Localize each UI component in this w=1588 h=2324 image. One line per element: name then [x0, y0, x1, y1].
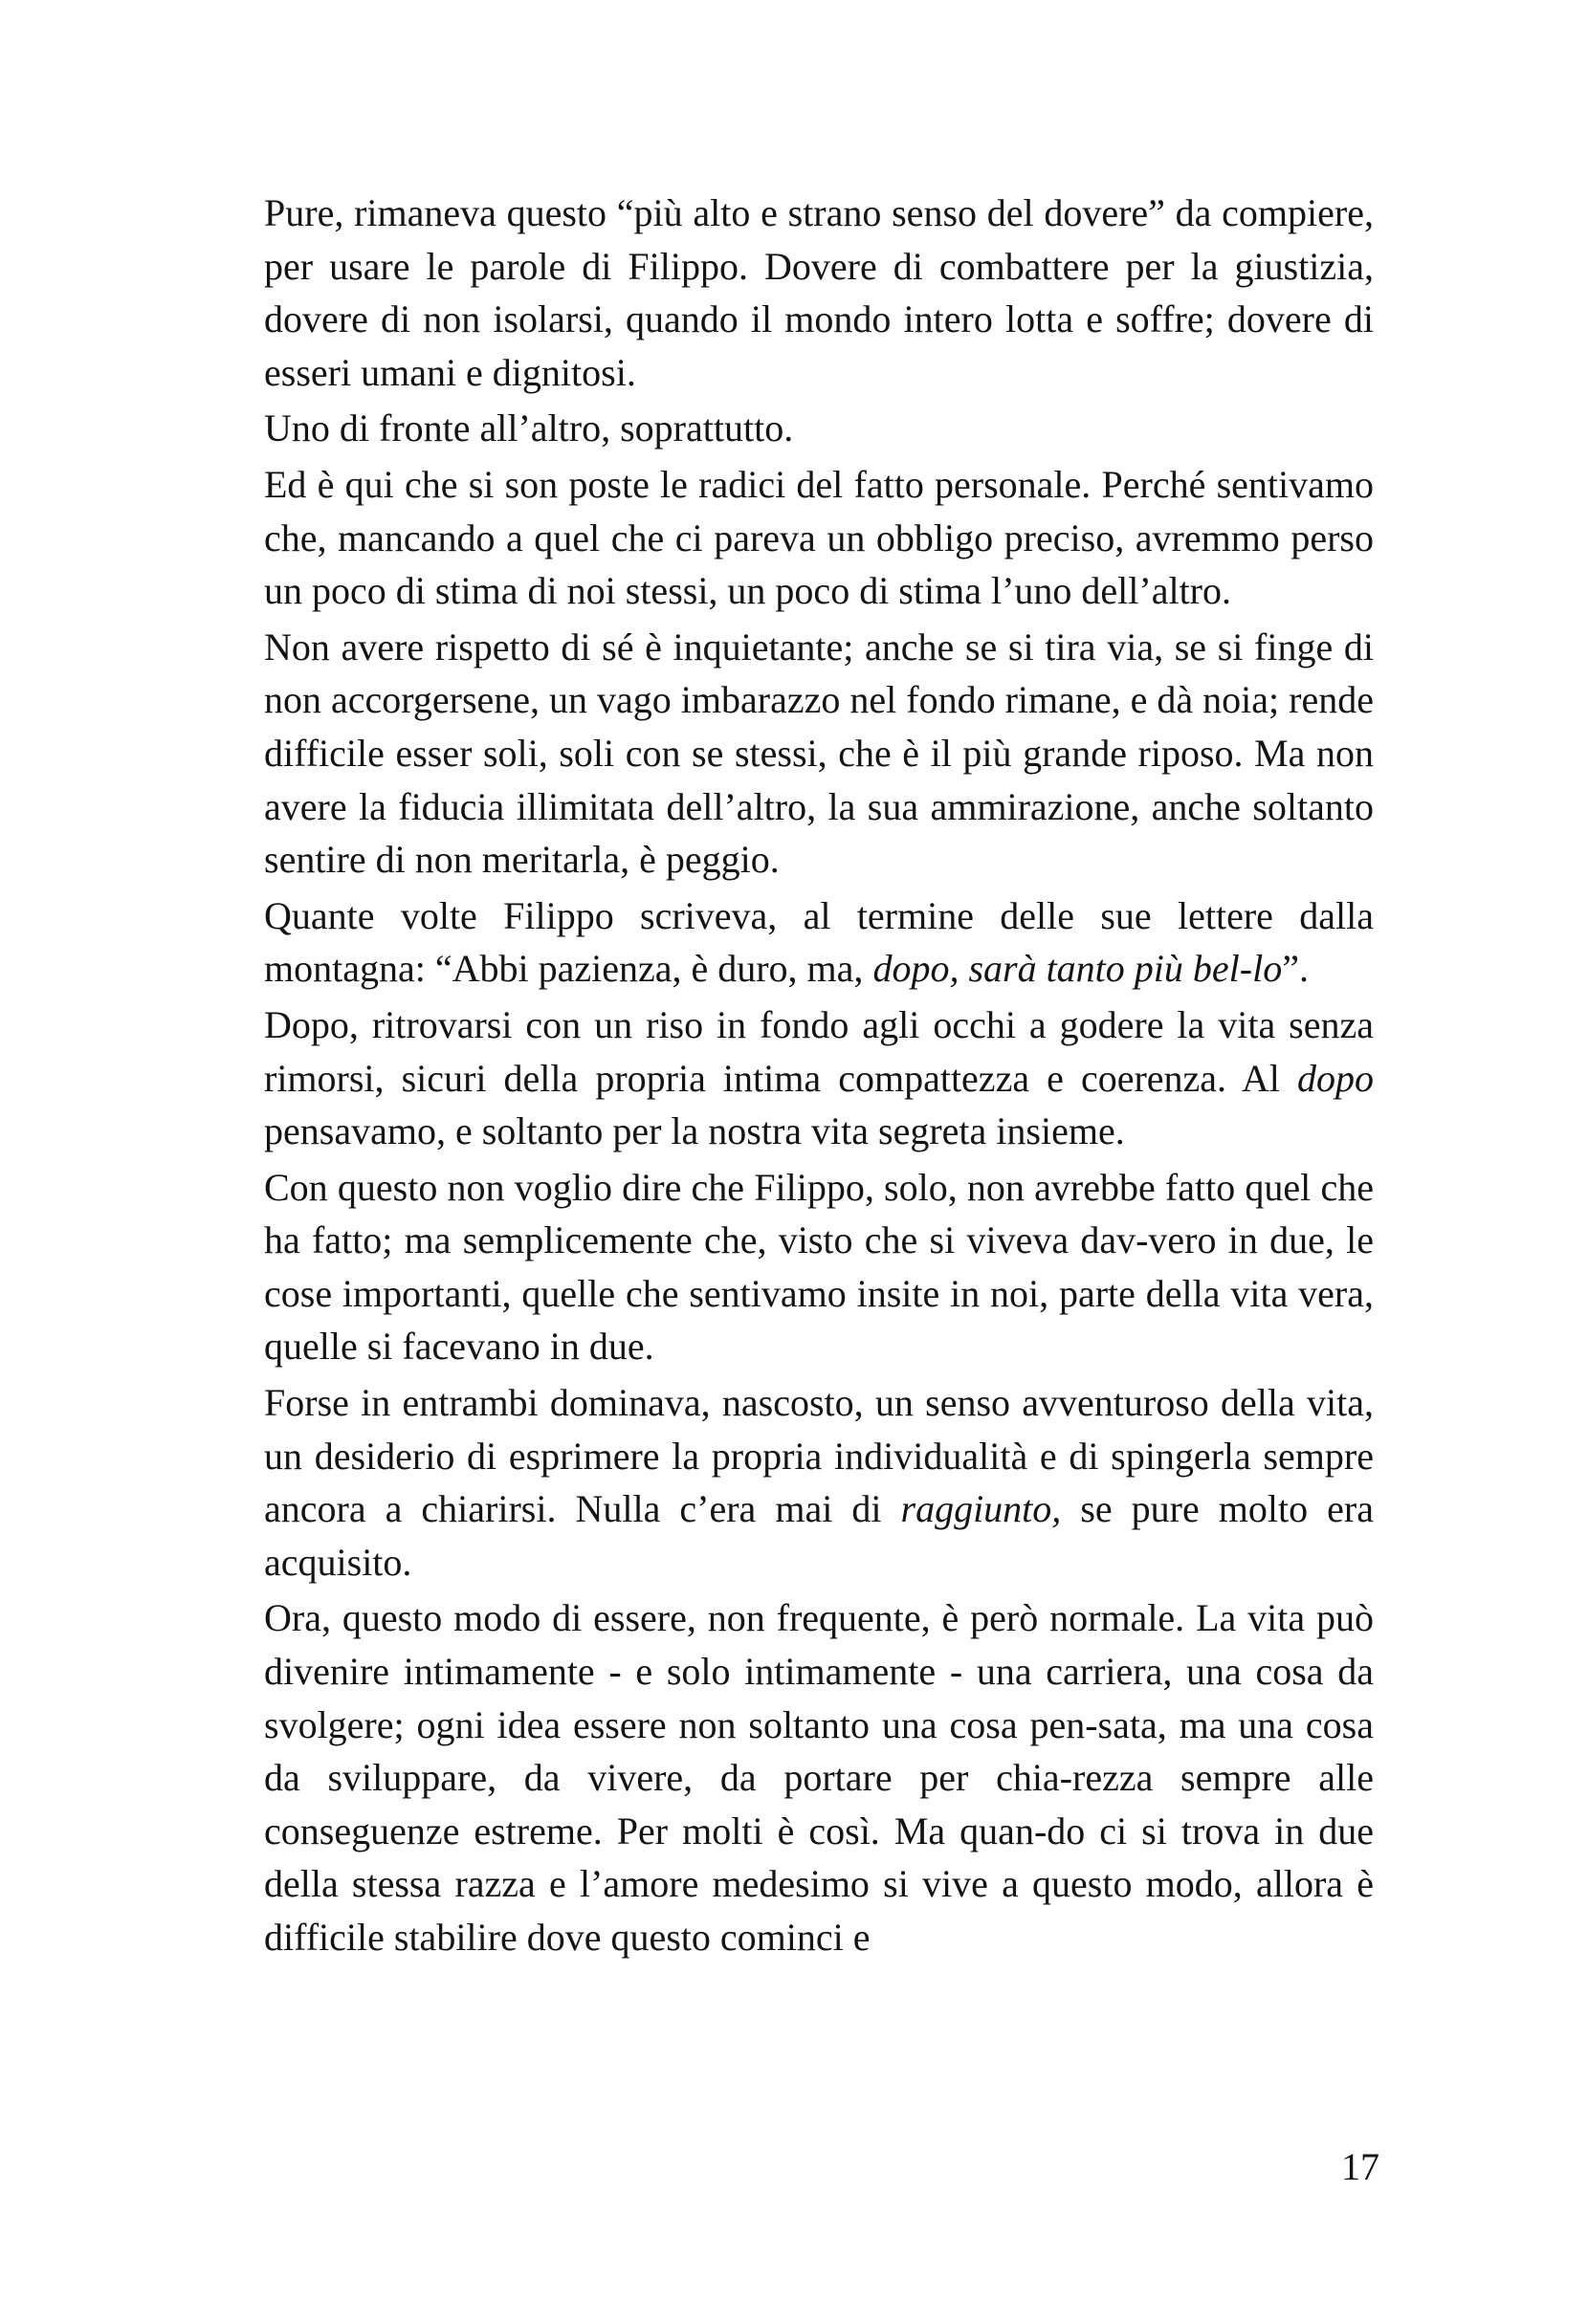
- paragraph-text: Ed è qui che si son poste le radici del fatto personale. Perché sentivamo che, mancando a quel che ci pareva un obbligo preciso, avremmo perso un poco di stima di noi stessi, un poco di stima l’uno dell’altro.: [264, 462, 1374, 613]
- paragraph-text: Uno di fronte all’altro, soprattutto.: [264, 406, 794, 450]
- paragraph-text: pensavamo, e soltanto per la nostra vita segreta insieme.: [264, 1109, 1125, 1153]
- paragraph: [264, 186, 1374, 399]
- paragraph: [264, 998, 1374, 1158]
- paragraph-text: Pure, rimaneva questo “più alto e strano senso del dovere” da compiere, per usare le parole di Filippo. Dovere di combattere per la giustizia, dovere di non isolarsi, quando il mondo intero lotta e soffre; dovere di esseri umani e dignitosi.: [264, 191, 1374, 394]
- paragraph: [264, 889, 1374, 996]
- paragraph-text: Quante volte Filippo scriveva, al termine delle sue lettere dalla montagna: “Abbi pazienza, è duro, ma,: [264, 893, 1374, 991]
- paragraph-text: Dopo, ritrovarsi con un riso in fondo agli occhi a godere la vita senza rimorsi, sicuri della propria intima compattezza e coerenza. Al: [264, 1002, 1374, 1100]
- paragraph: [264, 621, 1374, 887]
- italic-text: raggiunto,: [900, 1487, 1062, 1531]
- paragraph-text: Forse in entrambi dominava, nascosto, un senso avventuroso della vita, un desiderio di esprimere la propria individualità e di spingerla sempre ancora a chiarirsi. Nulla c’era mai di: [264, 1381, 1374, 1531]
- paragraph-text: Non avere rispetto di sé è inquietante; anche se si tira via, se si finge di non accorgersene, un vago imbarazzo nel fondo rimane, e dà noia; rende difficile esser soli, soli con se stessi, che è il più grande riposo. Ma non avere la fiducia illimitata dell’altro, la sua ammirazione, anche soltanto sentire di non meritarla, è peggio.: [264, 625, 1374, 882]
- paragraph: [264, 458, 1374, 618]
- paragraph-text: se pure molto era acquisito.: [264, 1487, 1374, 1584]
- italic-text: dopo: [1297, 1056, 1374, 1100]
- italic-text: dopo, sarà tanto più bel-lo: [872, 947, 1283, 991]
- paragraph-text: ”.: [1282, 947, 1309, 991]
- body-text: [264, 186, 1374, 1964]
- page-number: 17: [1341, 2145, 1379, 2188]
- paragraph: [264, 1161, 1374, 1373]
- paragraph-text: Ora, questo modo di essere, non frequente, è però normale. La vita può divenire intimamente - e solo intimamente - una carriera, una cosa da svolgere; ogni idea essere non soltanto una cosa pen-sata, ma una cosa da sviluppare, da vivere, da portare per chia-rezza sempre alle conseguenze estreme. Per molti è così. Ma quan-do ci si trova in due della stessa razza e l’amore medesimo si vive a questo modo, allora è difficile stabilire dove questo cominci e: [264, 1596, 1374, 1959]
- paragraph: [264, 1591, 1374, 1963]
- paragraph: [264, 402, 1374, 455]
- paragraph: [264, 1376, 1374, 1589]
- paragraph-text: Con questo non voglio dire che Filippo, solo, non avrebbe fatto quel che ha fatto; ma semplicemente che, visto che si viveva dav-vero in due, le cose importanti, quelle che sentivamo insite in noi, parte della vita vera, quelle si facevano in due.: [264, 1165, 1374, 1369]
